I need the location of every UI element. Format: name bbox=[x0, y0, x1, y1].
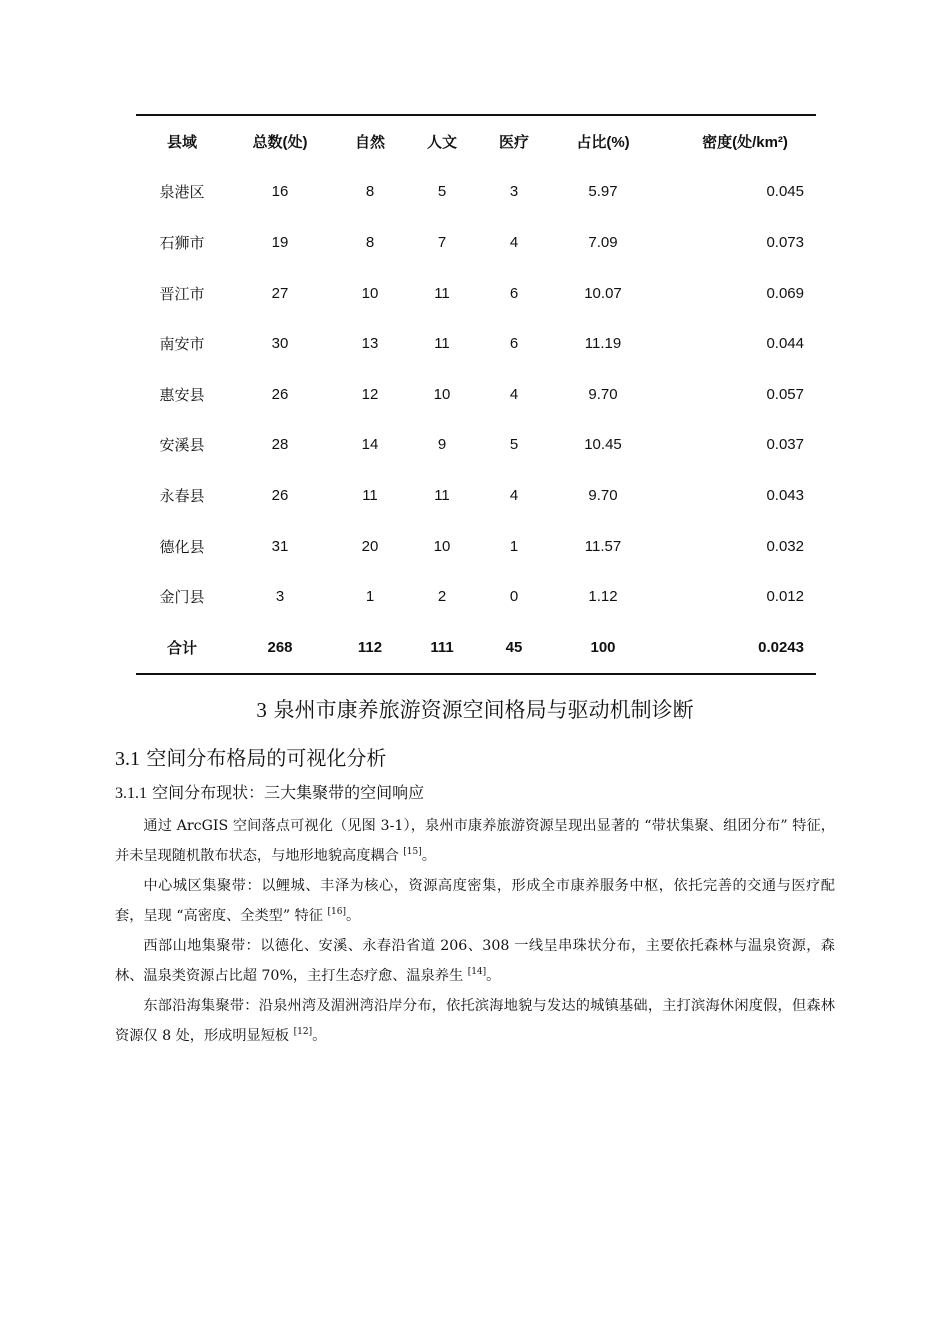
header-county: 县域 bbox=[166, 133, 197, 151]
table-cell: 13 bbox=[361, 335, 379, 353]
table-row bbox=[136, 420, 816, 471]
table-total-row bbox=[136, 622, 816, 674]
table-cell: 6 bbox=[509, 335, 519, 353]
table-cell: 0.044 bbox=[766, 335, 804, 353]
table-cell: 10.07 bbox=[584, 284, 622, 302]
table-body bbox=[136, 167, 816, 674]
table-cell: 11.19 bbox=[584, 335, 622, 353]
paragraph: 中心城区集聚带：以鲤城、丰泽为核心，资源高度密集，形成全市康养服务中枢，依托完善的交通与医疗配套，呈现 “高密度、全类型” 特征 [16]。 bbox=[115, 878, 835, 924]
table-cell: 26 bbox=[271, 486, 289, 504]
table-cell: 11 bbox=[434, 486, 450, 504]
table-cell: 晋江市 bbox=[159, 285, 205, 303]
table-cell: 0.073 bbox=[766, 233, 804, 251]
table-cell: 111 bbox=[430, 638, 454, 656]
table-cell: 2 bbox=[437, 588, 447, 606]
table-cell: 5.97 bbox=[588, 183, 618, 201]
table-cell: 3 bbox=[275, 588, 285, 606]
table-cell: 0.037 bbox=[766, 436, 804, 454]
table-cell: 8 bbox=[365, 183, 375, 201]
paragraph: 通过 ArcGIS 空间落点可视化（见图 3-1），泉州市康养旅游资源呈现出显著的 “带状集聚、组团分布” 特征，并未呈现随机散布状态，与地形地貌高度耦合 [15]。 bbox=[115, 818, 835, 864]
table-cell: 永春县 bbox=[159, 487, 205, 505]
table-cell: 0 bbox=[509, 588, 519, 606]
subsection-heading bbox=[115, 742, 386, 771]
table-cell: 16 bbox=[271, 183, 289, 201]
header-cultural: 人文 bbox=[426, 133, 457, 151]
table-cell: 0.045 bbox=[766, 183, 804, 201]
table-cell: 石狮市 bbox=[159, 234, 205, 252]
table-cell: 27 bbox=[271, 284, 289, 302]
table-cell: 12 bbox=[361, 385, 379, 403]
subsection-number: 3.1 bbox=[115, 748, 140, 770]
header-density: 密度(处/km²) bbox=[702, 133, 788, 151]
table-cell: 安溪县 bbox=[159, 437, 205, 455]
table-cell: 10.45 bbox=[584, 436, 622, 454]
table-cell: 0.0243 bbox=[758, 638, 804, 656]
paragraph: 东部沿海集聚带：沿泉州湾及湄洲湾沿岸分布，依托滨海地貌与发达的城镇基础，主打滨海休闲度假，但森林资源仅 8 处，形成明显短板 [12]。 bbox=[115, 998, 835, 1044]
table-row bbox=[136, 268, 816, 319]
table-cell: 11.57 bbox=[584, 537, 622, 555]
table-cell: 9 bbox=[437, 436, 447, 454]
citation: [12] bbox=[293, 1026, 313, 1037]
header-natural: 自然 bbox=[354, 133, 385, 151]
table-cell: 9.70 bbox=[588, 385, 618, 403]
citation: [15] bbox=[403, 846, 422, 857]
table-cell: 4 bbox=[509, 233, 519, 251]
table-cell: 惠安县 bbox=[159, 386, 205, 404]
table-cell: 112 bbox=[357, 638, 383, 656]
table-cell: 南安市 bbox=[159, 336, 205, 354]
table-cell: 1.12 bbox=[588, 588, 618, 606]
table-cell: 合计 bbox=[166, 639, 197, 657]
table-cell: 0.057 bbox=[766, 385, 804, 403]
resource-table bbox=[136, 114, 816, 675]
table-cell: 28 bbox=[271, 436, 289, 454]
table-cell: 3 bbox=[509, 183, 519, 201]
table-cell: 19 bbox=[271, 233, 289, 251]
table-cell: 14 bbox=[361, 436, 379, 454]
table-cell: 1 bbox=[365, 588, 375, 606]
table-row bbox=[136, 167, 816, 218]
table-row bbox=[136, 369, 816, 420]
header-total: 总数(处) bbox=[252, 133, 308, 151]
table-row bbox=[136, 470, 816, 521]
table-row bbox=[136, 217, 816, 268]
table-cell: 7.09 bbox=[588, 233, 618, 251]
table-cell: 9.70 bbox=[588, 486, 618, 504]
body-text bbox=[115, 812, 835, 1052]
paragraph: 西部山地集聚带：以德化、安溪、永春沿省道 206、308 一线呈串珠状分布，主要依托森林与温泉资源，森林、温泉类资源占比超 70%，主打生态疗愈、温泉养生 [14]。 bbox=[115, 938, 835, 984]
table-cell: 7 bbox=[437, 233, 447, 251]
citation: [14] bbox=[467, 966, 487, 977]
table-cell: 100 bbox=[590, 638, 616, 656]
table-cell: 31 bbox=[271, 537, 289, 555]
table-cell: 4 bbox=[509, 486, 519, 504]
table-cell: 26 bbox=[271, 385, 289, 403]
table-header-row bbox=[136, 115, 816, 167]
subsection-title: 空间分布格局的可视化分析 bbox=[146, 746, 387, 770]
table-cell: 0.032 bbox=[766, 537, 804, 555]
table-cell: 20 bbox=[361, 537, 379, 555]
table-cell: 10 bbox=[433, 537, 451, 555]
section-number: 3 bbox=[256, 698, 267, 722]
table-cell: 10 bbox=[361, 284, 379, 302]
table-cell: 0.012 bbox=[766, 588, 804, 606]
table-cell: 10 bbox=[433, 385, 451, 403]
header-medical: 医疗 bbox=[498, 133, 529, 151]
table-cell: 1 bbox=[509, 537, 519, 555]
header-share: 占比(%) bbox=[576, 133, 630, 151]
table-cell: 268 bbox=[267, 638, 293, 656]
table-cell: 0.069 bbox=[766, 284, 804, 302]
section-title: 泉州市康养旅游资源空间格局与驱动机制诊断 bbox=[273, 698, 694, 722]
table-cell: 30 bbox=[271, 335, 289, 353]
table-row bbox=[136, 521, 816, 572]
subsubsection-heading bbox=[115, 780, 424, 803]
table-row bbox=[136, 571, 816, 622]
table-row bbox=[136, 318, 816, 369]
table-cell: 11 bbox=[434, 335, 450, 353]
table-cell: 5 bbox=[509, 436, 519, 454]
table-cell: 8 bbox=[365, 233, 375, 251]
subsubsection-number: 3.1.1 bbox=[115, 785, 147, 802]
table-cell: 5 bbox=[437, 183, 447, 201]
table-cell: 45 bbox=[505, 638, 523, 656]
table-cell: 泉港区 bbox=[159, 184, 205, 202]
section-heading bbox=[0, 694, 950, 724]
table-cell: 德化县 bbox=[159, 538, 205, 556]
table-cell: 0.043 bbox=[766, 486, 804, 504]
table-cell: 11 bbox=[434, 284, 450, 302]
table-cell: 金门县 bbox=[159, 589, 205, 607]
subsubsection-title: 空间分布现状：三大集聚带的空间响应 bbox=[152, 783, 425, 802]
citation: [16] bbox=[327, 906, 346, 917]
table-cell: 4 bbox=[509, 385, 519, 403]
table-cell: 11 bbox=[362, 486, 378, 504]
table-cell: 6 bbox=[509, 284, 519, 302]
